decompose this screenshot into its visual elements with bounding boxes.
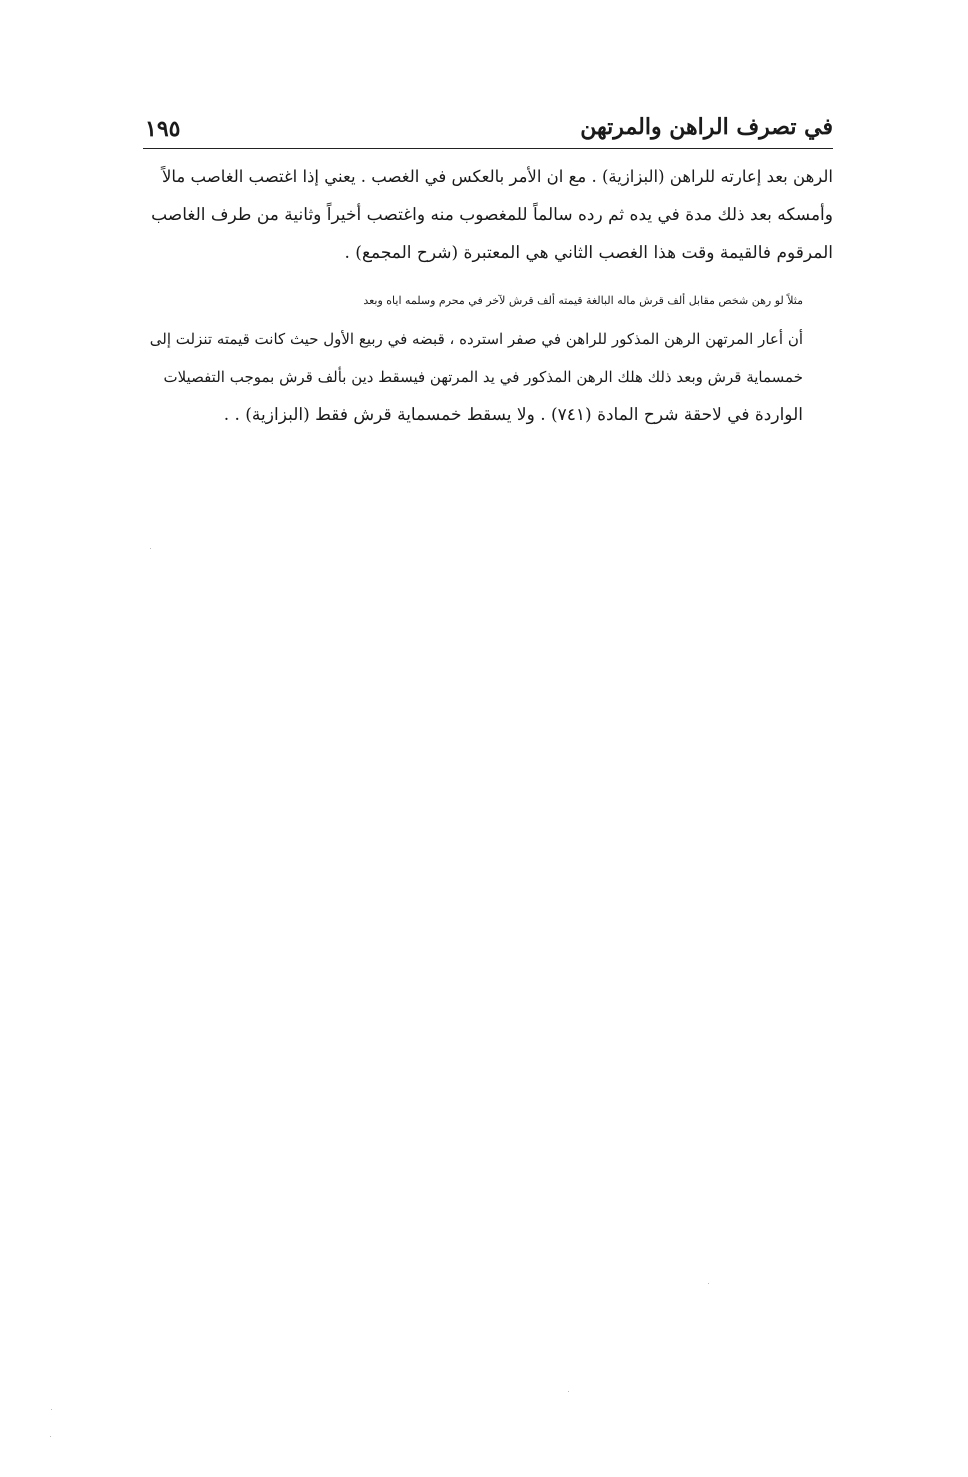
text-line: المرقوم فالقيمة وقت هذا الغصب الثاني هي المعتبرة (شرح المجمع) . [344, 243, 833, 263]
scan-speck [150, 548, 151, 549]
text-line: الواردة في لاحقة شرح المادة (٧٤١) . ولا يسقط خمسماية قرش فقط (البزازية) . . [223, 405, 803, 425]
header-rule [143, 148, 833, 149]
scan-speck [708, 1283, 709, 1284]
text-line: خمسماية قرش وبعد ذلك هلك الرهن المذكور في يد المرتهن فيسقط دين بألف قرش بموجب التفصيلات [163, 368, 803, 386]
scan-speck [50, 1436, 51, 1437]
text-line: الرهن بعد إعارته للراهن (البزازية) . مع ان الأمر بالعكس في الغصب . يعني إذا اغتصب الغاصب مالاً [161, 167, 833, 186]
page-header [143, 108, 833, 148]
text-line: مثلاً لو رهن شخص مقابل ألف قرش ماله البالغة قيمته ألف قرش لآخر في محرم وسلمه اياه وبعد [363, 294, 803, 307]
scan-speck [568, 1391, 569, 1392]
page-number: ١٩٥ [145, 116, 181, 142]
paragraph-1 [143, 158, 833, 272]
text-line: أن أعار المرتهن الرهن المذكور للراهن في صفر استرده ، قبضه في ربيع الأول حيث كانت قيمته تنزلت إلى [149, 330, 803, 348]
body-text [143, 158, 833, 434]
running-title: في تصرف الراهن والمرتهن [580, 114, 833, 140]
scan-speck [51, 1409, 52, 1410]
paragraph-2 [143, 282, 833, 434]
text-line: وأمسكه بعد ذلك مدة في يده ثم رده سالماً للمغصوب منه واغتصب أخيراً وثانية من طرف الغاصب [151, 205, 833, 225]
